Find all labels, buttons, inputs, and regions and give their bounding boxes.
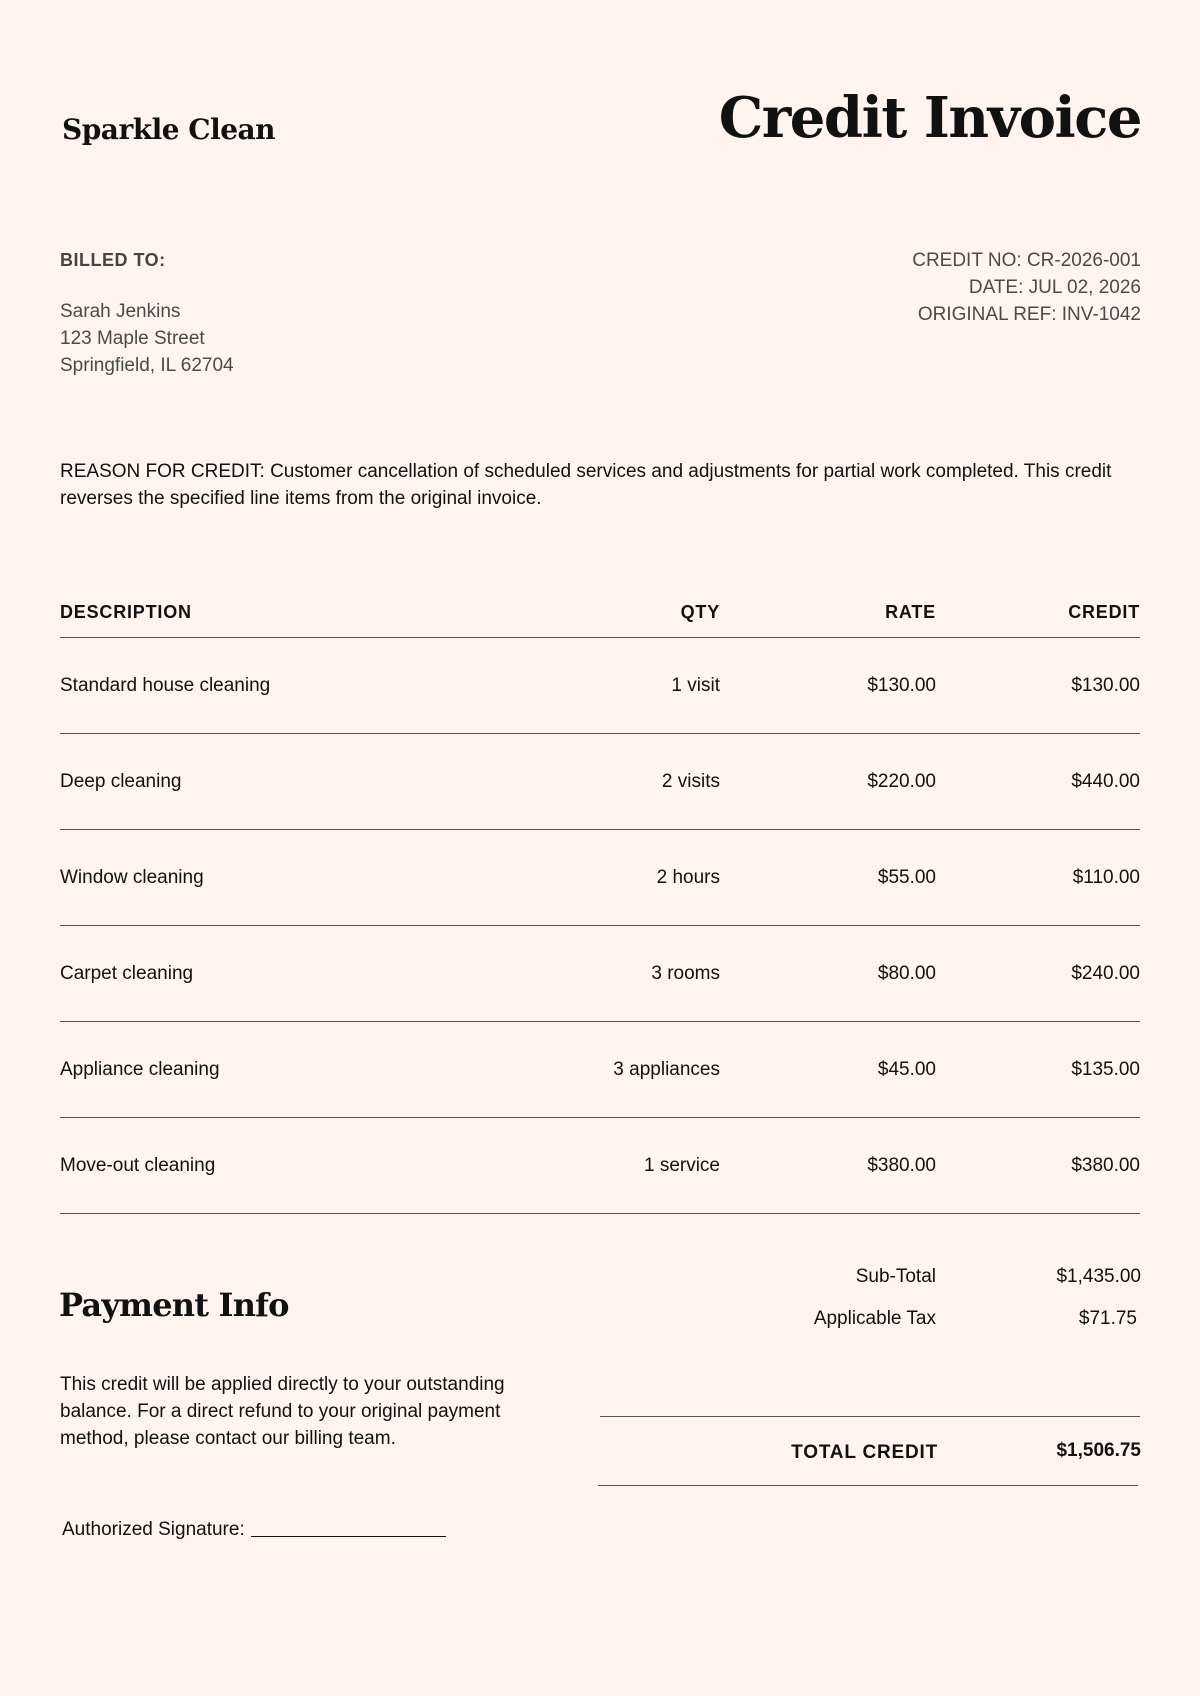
item-description: Carpet cleaning [60, 962, 194, 984]
item-qty: 3 appliances [613, 1058, 720, 1080]
billed-to-label: BILLED TO: [60, 250, 166, 270]
subtotal-value: $1,435.00 [1056, 1266, 1141, 1287]
reason-for-credit: REASON FOR CREDIT: Customer cancellation of scheduled services and adjustments for partial work completed. This credit reverses the specified line items from the original invoice. [60, 461, 1112, 509]
item-credit: $380.00 [1071, 1154, 1140, 1176]
item-rate: $220.00 [867, 770, 936, 792]
tax-label: Applicable Tax [813, 1308, 936, 1329]
item-qty: 2 visits [661, 770, 720, 792]
total-credit-label: TOTAL CREDIT [791, 1442, 938, 1463]
item-credit: $110.00 [1072, 866, 1140, 888]
billed-to-address [60, 298, 234, 379]
item-rate: $380.00 [867, 1154, 936, 1176]
table-header [60, 570, 1140, 638]
item-description: Deep cleaning [60, 770, 182, 792]
header-credit: CREDIT [1068, 602, 1140, 622]
signature-line [251, 1518, 446, 1537]
item-rate: $80.00 [877, 962, 936, 984]
item-qty: 2 hours [656, 866, 720, 888]
subtotal-label: Sub-Total [855, 1266, 936, 1287]
payment-info-heading: Payment Info [59, 1286, 289, 1324]
item-credit: $130.00 [1071, 674, 1140, 696]
credit-date: DATE: JUL 02, 2026 [968, 277, 1141, 298]
table-row [60, 1118, 1140, 1214]
item-qty: 1 service [643, 1154, 720, 1176]
item-description: Standard house cleaning [60, 674, 271, 696]
customer-city: Springfield, IL 62704 [60, 355, 234, 376]
item-description: Window cleaning [60, 866, 204, 888]
table-row [60, 926, 1140, 1022]
item-credit: $135.00 [1071, 1058, 1140, 1080]
invoice-meta [912, 247, 1141, 328]
header-qty: QTY [680, 602, 720, 622]
tax-value: $71.75 [1078, 1308, 1137, 1329]
header-rate: RATE [885, 602, 936, 622]
company-name: Sparkle Clean [62, 113, 276, 146]
signature-label: Authorized Signature: [62, 1519, 245, 1540]
item-qty: 3 rooms [651, 962, 720, 984]
item-description: Appliance cleaning [60, 1058, 220, 1080]
payment-info-text: This credit will be applied directly to your outstanding balance. For a direct refund to your original payment method, please contact our billing team. [60, 1374, 505, 1449]
item-credit: $240.00 [1071, 962, 1140, 984]
item-rate: $130.00 [867, 674, 936, 696]
authorized-signature [62, 1518, 446, 1542]
customer-street: 123 Maple Street [60, 328, 205, 349]
table-row [60, 638, 1140, 734]
total-credit-value: $1,506.75 [1056, 1440, 1141, 1461]
document-title: Credit Invoice [718, 85, 1141, 151]
item-rate: $55.00 [877, 866, 936, 888]
credit-number: CREDIT NO: CR-2026-001 [912, 250, 1141, 271]
table-row [60, 830, 1140, 926]
original-reference: ORIGINAL REF: INV-1042 [917, 304, 1141, 325]
item-description: Move-out cleaning [60, 1154, 216, 1176]
item-rate: $45.00 [877, 1058, 936, 1080]
header-description: DESCRIPTION [60, 602, 192, 622]
customer-name: Sarah Jenkins [60, 301, 181, 322]
line-items-table [60, 570, 1140, 1214]
item-qty: 1 visit [671, 674, 720, 696]
table-row [60, 1022, 1140, 1118]
total-divider-bottom [598, 1485, 1138, 1486]
total-divider-top [600, 1416, 1140, 1417]
item-credit: $440.00 [1071, 770, 1140, 792]
table-row [60, 734, 1140, 830]
